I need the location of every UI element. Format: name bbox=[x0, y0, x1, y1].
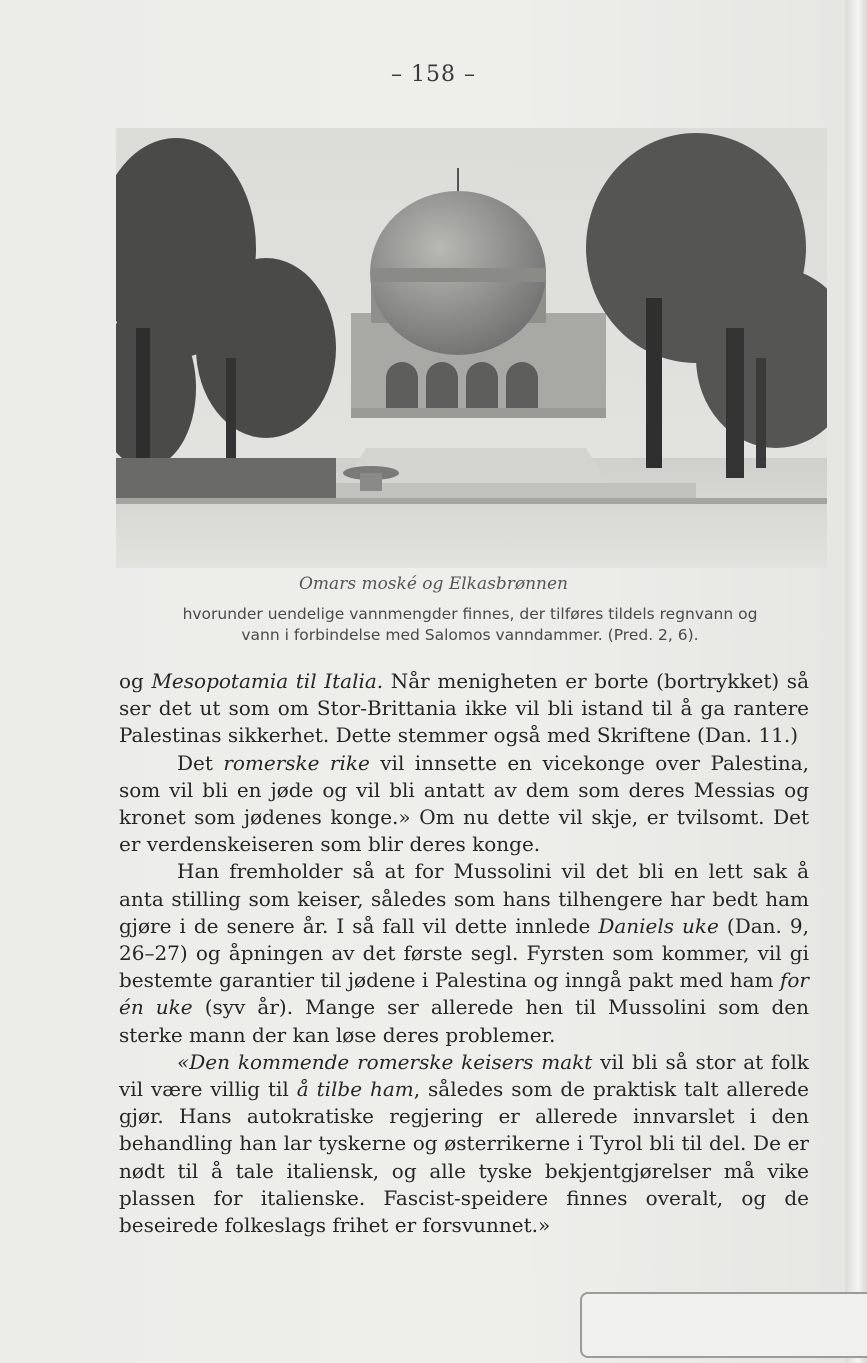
figure-caption bbox=[120, 604, 820, 646]
italic-phrase: for én uke bbox=[119, 968, 809, 1020]
caption-line: hvorunder uendelige vannmengder finnes, der tilføres tildels regnvann og bbox=[182, 605, 758, 623]
text-run: og bbox=[119, 669, 152, 693]
text-run: Når menigheten er borte (bortrykket) så ser det ut som om Stor-Brittania ikke vil bli istand til å ga rantere Palestinas sikkerhet. Dette stemmer også med Skriftene (Dan. 11.) bbox=[119, 669, 809, 748]
italic-phrase: å tilbe ham bbox=[296, 1077, 414, 1102]
paragraph bbox=[119, 668, 809, 750]
page-number: – 158 – bbox=[391, 62, 476, 87]
text-run: vil bli så stor at folk vil være villig til bbox=[119, 1049, 809, 1102]
text-run: vil innsette en vicekonge over Palestina, som vil bli en jøde og vil bli antatt av dem som deres Messias og kronet som jødenes konge.» Om nu dette vil skje, er tvilsomt. Det er verdenskeiseren som blir deres konge. bbox=[119, 750, 810, 857]
italic-phrase: Daniels uke bbox=[598, 913, 719, 938]
paragraph bbox=[119, 1049, 809, 1239]
paragraph bbox=[119, 750, 809, 859]
text-run: Det bbox=[177, 750, 224, 775]
mosque-photograph bbox=[116, 128, 827, 568]
text-run: , således som de praktisk talt allerede gjør. Hans autokratiske regjering er allerede innvarslet i den behandling han lar tyskerne og østerrikerne i Tyrol bli til del. De er nødt til å tale italiensk, og alle tyske bekjentgjørelser må vike plassen for italienske. Fascist-speidere finnes overalt, og de beseirede folkeslags frihet er forsvunnet.» bbox=[119, 1077, 809, 1238]
text-run: (Dan. 9, 26–27) og åpningen av det første segl. Fyrsten som kommer, vil gi bestemte garantier til jødene i Palestina og inngå pakt med ham bbox=[119, 913, 809, 993]
italic-phrase: Mesopotamia til Italia. bbox=[151, 669, 384, 693]
caption-line: vann i forbindelse med Salomos vanndammer. (Pred. 2, 6). bbox=[241, 626, 699, 644]
italic-phrase: «Den kommende romerske keisers makt bbox=[177, 1049, 593, 1074]
italic-phrase: romerske rike bbox=[223, 750, 370, 775]
page-edge bbox=[845, 0, 867, 1363]
page-corner-tab bbox=[580, 1292, 867, 1358]
body-text bbox=[119, 668, 809, 1239]
paragraph bbox=[119, 858, 809, 1048]
figure-title: Omars moské og Elkasbrønnen bbox=[299, 574, 568, 594]
text-run: (syv år). Mange ser allerede hen til Mussolini som den sterke mann der kan løse deres problemer. bbox=[119, 995, 809, 1047]
text-run: Han fremholder så at for Mussolini vil det bli en lett sak å anta stilling som keiser, således som hans tilhengere har bedt ham gjøre i de senere år. I så fall vil dette innlede bbox=[119, 859, 809, 938]
